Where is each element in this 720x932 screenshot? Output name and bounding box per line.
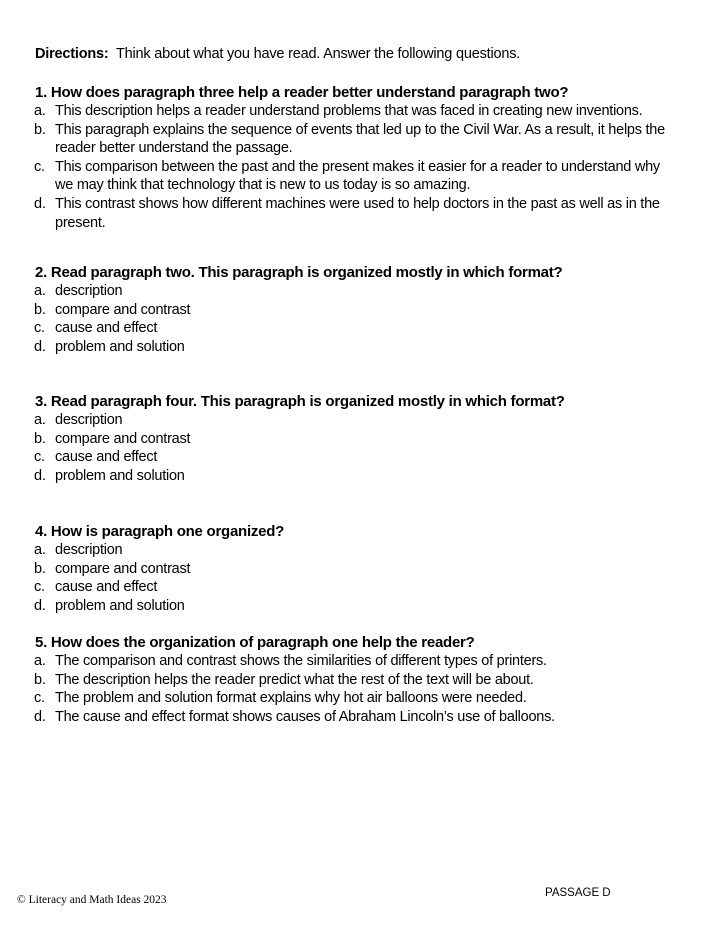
- answer-option: [34, 158, 670, 195]
- option-letter: b.: [34, 430, 46, 447]
- answer-option: [34, 708, 670, 727]
- option-letter: b.: [34, 121, 46, 138]
- option-letter: c.: [34, 449, 45, 466]
- option-text: compare and contrast: [55, 560, 191, 577]
- answer-option: [34, 671, 670, 690]
- option-text: The problem and solution format explains why hot air balloons were needed.: [55, 690, 527, 707]
- option-letter: a.: [34, 283, 46, 299]
- option-letter: d.: [34, 195, 46, 212]
- answer-option: [34, 430, 670, 449]
- option-text: cause and effect: [55, 579, 158, 596]
- question-1: [35, 83, 670, 232]
- answer-option: [34, 578, 670, 597]
- option-letter: d.: [34, 467, 46, 484]
- question-title: 5. How does the organization of paragraph one help the reader?: [35, 634, 475, 651]
- copyright-notice: © Literacy and Math Ideas 2023: [17, 894, 167, 906]
- option-letter: d.: [34, 597, 46, 614]
- question-title: 2. Read paragraph two. This paragraph is organized mostly in which format?: [35, 264, 563, 281]
- option-letter: c.: [34, 320, 45, 337]
- answer-option: [34, 597, 670, 616]
- answer-option: [34, 102, 670, 121]
- question-title: 4. How is paragraph one organized?: [35, 523, 285, 540]
- option-text: The cause and effect format shows causes of Abraham Lincoln’s use of balloons.: [55, 708, 555, 725]
- option-text: The comparison and contrast shows the similarities of different types of printers.: [55, 653, 547, 669]
- question-4: [35, 522, 670, 615]
- option-letter: c.: [34, 579, 45, 596]
- option-letter: a.: [34, 412, 46, 428]
- answer-option: [34, 560, 670, 579]
- question-5: [35, 633, 670, 726]
- answer-option: [34, 467, 670, 486]
- question-2: [35, 263, 670, 356]
- answer-option: [34, 652, 670, 671]
- option-text: description: [55, 283, 123, 299]
- question-3: [35, 392, 670, 485]
- option-text: This paragraph explains the sequence of events that led up to the Civil War. As a result, it helps the reader better understand the passage.: [55, 121, 665, 157]
- option-letter: c.: [34, 158, 45, 175]
- option-text: problem and solution: [55, 597, 185, 614]
- passage-label: PASSAGE D: [545, 887, 611, 899]
- answer-option: [34, 448, 670, 467]
- answer-option: [34, 689, 670, 708]
- option-text: compare and contrast: [55, 301, 191, 318]
- option-letter: a.: [34, 103, 46, 119]
- option-letter: a.: [34, 653, 46, 669]
- answer-option: [34, 338, 670, 357]
- answer-option: [34, 282, 670, 301]
- option-text: description: [55, 412, 123, 428]
- option-text: This contrast shows how different machines were used to help doctors in the past as well as in the present.: [55, 195, 660, 231]
- answer-option: [34, 121, 670, 158]
- option-text: cause and effect: [55, 449, 158, 466]
- option-text: compare and contrast: [55, 430, 191, 447]
- directions-text: Think about what you have read. Answer the following questions.: [115, 46, 521, 62]
- directions: [35, 46, 520, 62]
- directions-label: Directions:: [35, 46, 109, 62]
- option-letter: c.: [34, 690, 45, 707]
- answer-option: [34, 411, 670, 430]
- answer-option: [34, 301, 670, 320]
- option-text: cause and effect: [55, 320, 158, 337]
- option-text: problem and solution: [55, 338, 185, 355]
- option-text: problem and solution: [55, 467, 185, 484]
- question-title: 3. Read paragraph four. This paragraph is organized mostly in which format?: [35, 393, 565, 410]
- option-letter: d.: [34, 338, 46, 355]
- answer-option: [34, 541, 670, 560]
- answer-option: [34, 195, 670, 232]
- question-title: 1. How does paragraph three help a reader better understand paragraph two?: [35, 84, 569, 101]
- option-letter: b.: [34, 671, 46, 688]
- option-letter: b.: [34, 560, 46, 577]
- option-text: This comparison between the past and the present makes it easier for a reader to understand why we may think that technology that is new to us today is so amazing.: [55, 158, 660, 194]
- option-text: This description helps a reader understand problems that was faced in creating new inventions.: [55, 103, 643, 119]
- answer-option: [34, 319, 670, 338]
- option-text: The description helps the reader predict what the rest of the text will be about.: [55, 671, 534, 688]
- option-text: description: [55, 542, 123, 558]
- option-letter: a.: [34, 542, 46, 558]
- option-letter: d.: [34, 708, 46, 725]
- option-letter: b.: [34, 301, 46, 318]
